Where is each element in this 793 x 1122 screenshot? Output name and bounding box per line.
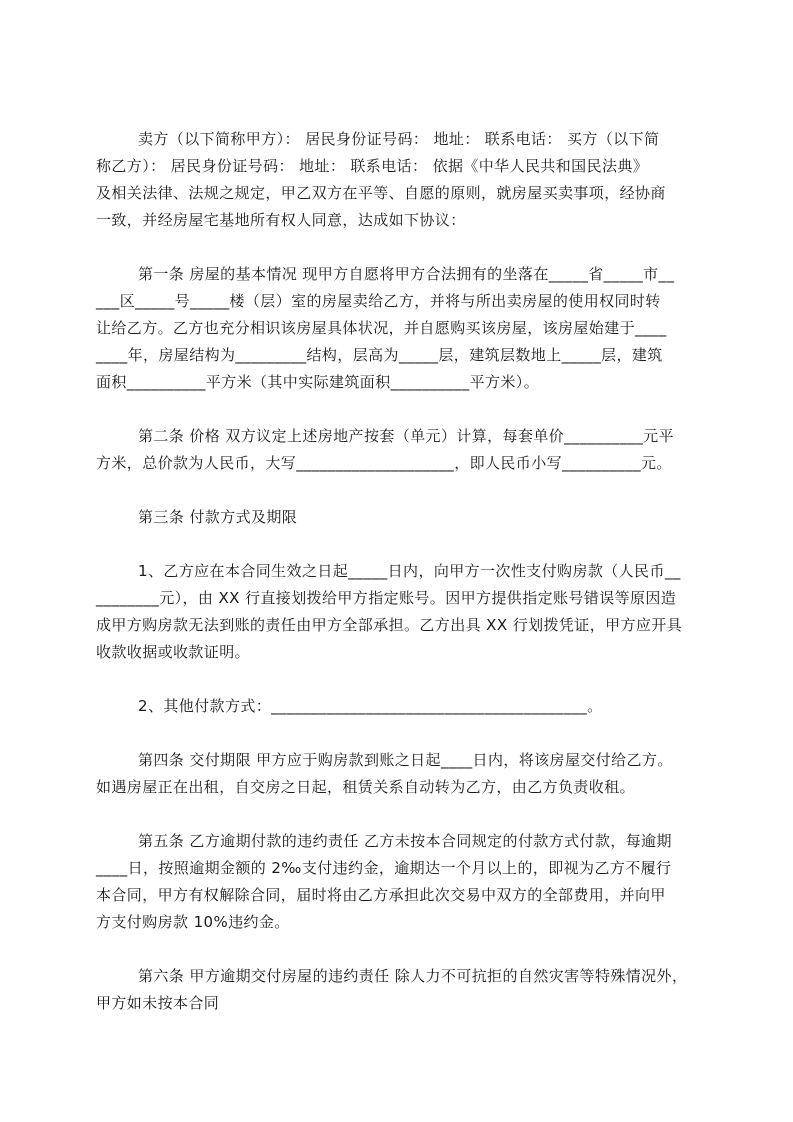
text-line: 第二条 价格 双方议定上述房地产按套（单元）计算，每套单价__________元平: [138, 427, 674, 445]
text-line: 成甲方购房款无法到账的责任由甲方全部承担。乙方出具 XX 行划拨凭证，甲方应开具: [96, 616, 683, 634]
text-line: 收款收据或收款证明。: [96, 643, 251, 661]
section-heading: 第三条 付款方式及期限: [138, 508, 298, 526]
text-line: 本合同，甲方有权解除合同，届时将由乙方承担此次交易中双方的全部费用，并向甲: [96, 886, 666, 904]
text-line: 面积__________平方米（其中实际建筑面积__________平方米）。: [96, 373, 540, 391]
text-line: 及相关法律、法规之规定，甲乙双方在平等、自愿的原则，就房屋买卖事项，经协商: [96, 184, 666, 202]
text-line: ________元），由 XX 行直接划拨给甲方指定账号。因甲方提供指定账号错误等原因造: [96, 589, 677, 607]
text-line: 第六条 甲方逾期交付房屋的违约责任 除人力不可抗拒的自然灾害等特殊情况外，: [138, 967, 688, 985]
text-line: 卖方（以下简称甲方）： 居民身份证号码： 地址： 联系电话： 买方（以下简: [138, 130, 660, 148]
text-line: 第一条 房屋的基本情况 现甲方自愿将甲方合法拥有的坐落在_____省_____市__: [138, 265, 675, 283]
text-line: 让给乙方。乙方也充分相识该房屋具体状况，并自愿购买该房屋，该房屋始建于____: [96, 319, 667, 337]
text-line: 方米，总价款为人民币，大写____________________，即人民币小写__________元。: [96, 454, 672, 472]
text-line: 甲方如未按本合同: [96, 994, 220, 1012]
text-line: ____年，房屋结构为_________结构，层高为_____层，建筑层数地上_____层，建筑: [96, 346, 663, 364]
text-line: 第五条 乙方逾期付款的违约责任 乙方未按本合同规定的付款方式付款，每逾期: [138, 832, 672, 850]
text-line: 2、其他付款方式：________________________________________。: [138, 697, 603, 715]
text-line: 方支付购房款 10%违约金。: [96, 913, 290, 931]
text-line: 第四条 交付期限 甲方应于购房款到账之日起____日内，将该房屋交付给乙方。: [138, 751, 673, 769]
text-line: ___区_____号_____楼（层）室的房屋卖给乙方，并将与所出卖房屋的使用权同时转: [96, 292, 661, 310]
text-line: 如遇房屋正在出租，自交房之日起，租赁关系自动转为乙方，由乙方负责收租。: [96, 778, 636, 796]
text-line: 一致，并经房屋宅基地所有权人同意，达成如下协议：: [96, 211, 466, 229]
text-line: 1、乙方应在本合同生效之日起_____日内，向甲方一次性支付购房款（人民币__: [138, 562, 681, 580]
text-line: ____日，按照逾期金额的 2‰支付违约金，逾期达一个月以上的，即视为乙方不履行: [96, 859, 672, 877]
text-line: 称乙方）： 居民身份证号码： 地址： 联系电话： 依据《中华人民共和国民法典》: [96, 157, 649, 175]
